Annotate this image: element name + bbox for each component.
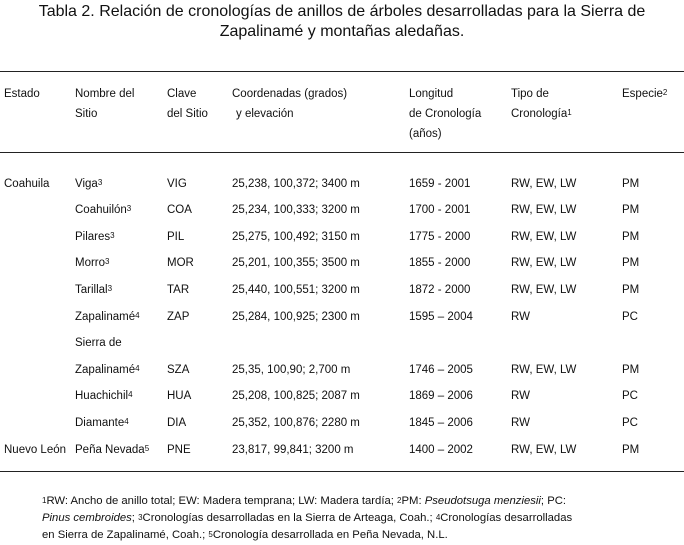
row-1-clave: COA (167, 204, 192, 216)
row-0-nombre: Viga$^3$ (75, 178, 103, 190)
row-5-nombre: Zapalinamé$^4$ (75, 311, 140, 323)
row-8-nombre: Diamante$^4$ (75, 417, 129, 429)
row-3-clave: MOR (167, 257, 194, 269)
header-coordenadas-line2: y elevación (236, 108, 294, 120)
header-coordenadas-line1: Coordenadas (grados) (232, 88, 348, 100)
row-4-clave: TAR (167, 284, 190, 296)
row-8-clave: DIA (167, 417, 187, 429)
header-tipo-line1: Tipo de (511, 88, 549, 100)
table-footnotes (42, 493, 682, 544)
header-coordenadas (232, 84, 347, 124)
row-0-tipo: RW, EW, LW (511, 178, 577, 190)
row-1-coordenadas: 25,234, 100,333; 3200 m (232, 204, 360, 216)
row-7-nombre: Huachichil$^4$ (75, 390, 133, 402)
row-2-clave: PIL (167, 231, 185, 243)
row-6-nombre-prefix: Sierra de (75, 337, 122, 349)
row-2-coordenadas: 25,275, 100,492; 3150 m (232, 231, 360, 243)
caption-line-1: Tabla 2. Relación de cronologías de anillos de árboles desarrolladas para la Sierra de (38, 3, 646, 20)
row-0-estado: Coahuila (4, 178, 50, 190)
header-longitud-line3: (años) (409, 128, 442, 140)
row-6-nombre: Zapalinamé$^4$ (75, 364, 140, 376)
row-4-nombre: Tarillal$^3$ (75, 284, 113, 296)
row-6-coordenadas: 25,35, 100,90; 2,700 m (232, 364, 351, 376)
row-9-tipo: RW, EW, LW (511, 444, 577, 456)
header-especie: Especie$^2$ (622, 88, 668, 100)
row-4-especie: PM (622, 284, 640, 296)
row-4-coordenadas: 25,440, 100,551; 3200 m (232, 284, 360, 296)
caption-line-2: Zapalinamé y montañas aledañas. (219, 23, 465, 40)
row-5-coordenadas: 25,284, 100,925; 2300 m (232, 311, 360, 323)
row-2-tipo: RW, EW, LW (511, 231, 577, 243)
row-0-coordenadas: 25,238, 100,372; 3400 m (232, 178, 360, 190)
row-9-estado: Nuevo León (4, 444, 67, 456)
row-7-coordenadas: 25,208, 100,825; 2087 m (232, 390, 360, 402)
row-7-longitud: 1869 – 2006 (409, 390, 473, 402)
row-7-tipo: RW (511, 390, 530, 402)
header-longitud-line1: Longitud (409, 88, 454, 100)
row-4-tipo: RW, EW, LW (511, 284, 577, 296)
row-8-longitud: 1845 – 2006 (409, 417, 473, 429)
row-6-especie: PM (622, 364, 640, 376)
row-9-especie: PM (622, 444, 640, 456)
row-1-tipo: RW, EW, LW (511, 204, 577, 216)
header-nombre-line1: Nombre del (75, 88, 135, 100)
header-estado: Estado (4, 88, 40, 100)
row-1-nombre: Coahuilón$^3$ (75, 204, 132, 216)
row-9-coordenadas: 23,817, 99,841; 3200 m (232, 444, 354, 456)
footnote-line-2: Pinus cembroides; $^3$Cronologías desarrolladas en la Sierra de Arteaga, Coah.; $^4$Cronologías desarrolladas (42, 512, 573, 524)
header-rule (0, 152, 684, 153)
row-3-longitud: 1855 - 2000 (409, 257, 471, 269)
footnote-line-1: $^1$RW: Ancho de anillo total; EW: Madera temprana; LW: Madera tardía; $^2$PM: Pseudotsuga menziesii; PC: (42, 495, 567, 507)
header-clave-line2: del Sitio (167, 108, 208, 120)
row-5-tipo: RW (511, 311, 530, 323)
row-9-nombre: Peña Nevada$^5$ (75, 444, 150, 456)
row-8-especie: PC (622, 417, 638, 429)
row-7-clave: HUA (167, 390, 192, 402)
row-3-tipo: RW, EW, LW (511, 257, 577, 269)
row-6-clave: SZA (167, 364, 190, 376)
header-nombre-line2: Sitio (75, 108, 98, 120)
header-tipo-line2: Cronología$^1$ (511, 108, 572, 120)
top-rule (0, 71, 684, 72)
header-longitud (409, 84, 481, 144)
row-3-nombre: Morro$^3$ (75, 257, 110, 269)
row-8-tipo: RW (511, 417, 530, 429)
row-5-longitud: 1595 – 2004 (409, 311, 473, 323)
row-5-especie: PC (622, 311, 638, 323)
row-6-tipo: RW, EW, LW (511, 364, 577, 376)
row-3-coordenadas: 25,201, 100,355; 3500 m (232, 257, 360, 269)
header-clave-line1: Clave (167, 88, 197, 100)
row-2-longitud: 1775 - 2000 (409, 231, 471, 243)
row-1-especie: PM (622, 204, 640, 216)
row-5-clave: ZAP (167, 311, 190, 323)
header-tipo (511, 84, 572, 124)
header-longitud-line2: de Cronología (409, 108, 482, 120)
row-4-longitud: 1872 - 2000 (409, 284, 471, 296)
bottom-rule (0, 471, 684, 472)
table-caption (0, 2, 684, 42)
header-clave (167, 84, 208, 124)
footnote-line-3: en Sierra de Zapalinamé, Coah.; $^5$Cronología desarrollada en Peña Nevada, N.L. (42, 529, 448, 541)
row-2-nombre: Pilares$^3$ (75, 231, 115, 243)
row-2-especie: PM (622, 231, 640, 243)
row-8-coordenadas: 25,352, 100,876; 2280 m (232, 417, 360, 429)
row-0-especie: PM (622, 178, 640, 190)
row-6-longitud: 1746 – 2005 (409, 364, 473, 376)
row-0-clave: VIG (167, 178, 187, 190)
row-3-especie: PM (622, 257, 640, 269)
row-9-clave: PNE (167, 444, 191, 456)
row-9-longitud: 1400 – 2002 (409, 444, 473, 456)
header-nombre (75, 84, 134, 124)
row-0-longitud: 1659 - 2001 (409, 178, 471, 190)
row-7-especie: PC (622, 390, 638, 402)
row-1-longitud: 1700 - 2001 (409, 204, 471, 216)
